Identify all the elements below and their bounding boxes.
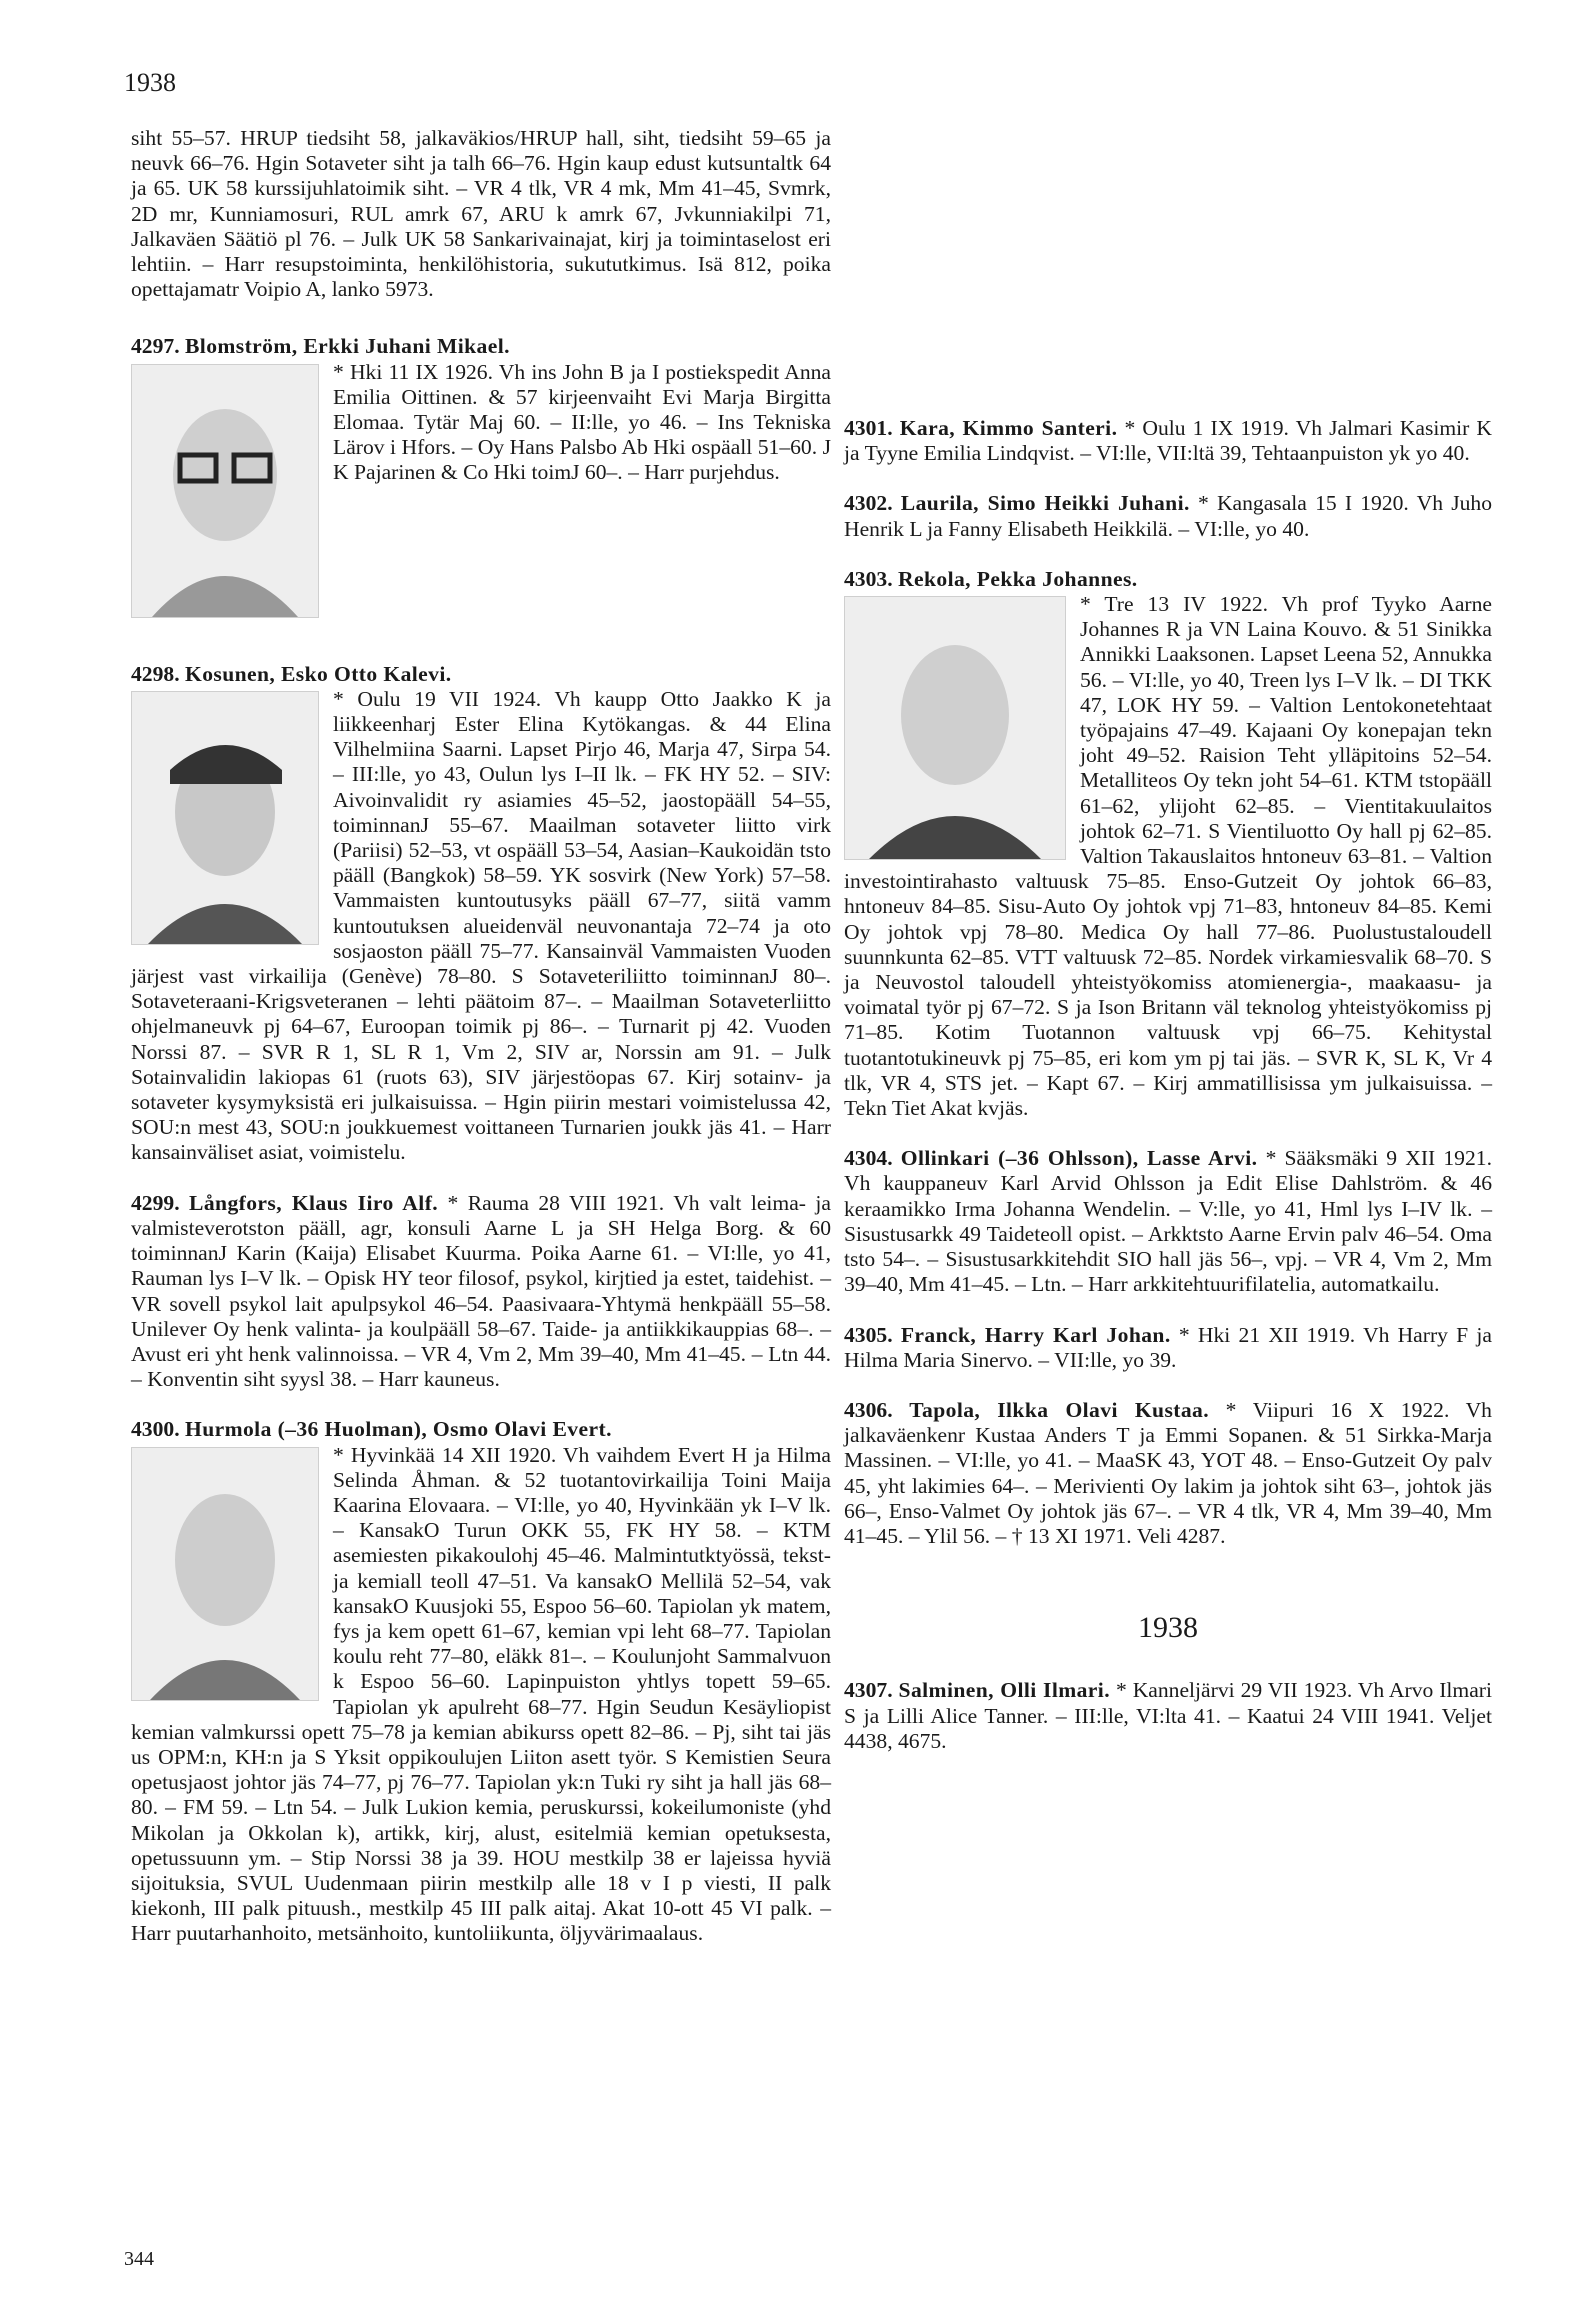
entry-number: 4297.: [131, 334, 180, 359]
portrait-photo: [131, 1447, 319, 1701]
page-number: 344: [124, 2248, 154, 2270]
entry-text: * Kangasala 15 I 1920. Vh Juho Henrik L ja Fanny Elisabeth Heikkilä. – VI:lle, yo 40.: [844, 491, 1492, 541]
portrait-photo: [844, 596, 1066, 860]
entry-number: 4304.: [844, 1146, 893, 1171]
entry-4298: [131, 662, 831, 1166]
entry-name: Ollinkari (–36 Ohlsson), Lasse Arvi.: [900, 1146, 1258, 1171]
portrait-photo: [131, 364, 319, 618]
entry-4304: [844, 1146, 1492, 1297]
entry-name: Laurila, Simo Heikki Juhani.: [900, 491, 1190, 516]
entry-text: * Rauma 28 VIII 1921. Vh valt leima- ja valmisteverotston pääll, agr, konsuli Aarne L ja SH Helga Borg. & 60 toiminnanJ Karin (Kaija) Elisabet Kuurma. Poika Aarne 61. – VI:lle, yo 41, Rauman lys I–V lk. – Opisk HY teor filosof, psykol, kirjtied ja estet, taidehist. – VR sovell psykol lait apulpsykol 46–54. Paasivaara-Yhtymä henkpääll 55–58. Unilever Oy henk valinta- ja koulpääll 58–67. Taide- ja antiikkikauppias 68–. – Avust eri yht henk valinnoissa. – VR 4, Vm 2, Mm 39–40, Mm 41–45. – Ltn 44. – Konventin siht syysl 38. – Harr kauneus.: [131, 1190, 831, 1392]
entry-number: 4305.: [844, 1322, 893, 1347]
entry-name: Kara, Kimmo Santeri.: [899, 416, 1118, 440]
entry-name: Hurmola (–36 Huolman), Osmo Olavi Evert.: [185, 1417, 612, 1442]
entry-4303: [844, 567, 1492, 1121]
entry-number: 4301.: [844, 416, 893, 440]
entry-name: Tapola, Ilkka Olavi Kustaa.: [909, 1397, 1210, 1422]
entry-text: * Kanneljärvi 29 VII 1923. Vh Arvo Ilmari S ja Lilli Alice Tanner. – III:lle, VI:lta 41. – Kaatui 24 VIII 1941. Veljet 4438, 4675.: [844, 1678, 1492, 1753]
portrait-photo: [131, 691, 319, 945]
right-column: [844, 126, 1492, 1779]
entry-4302: [844, 491, 1492, 541]
entry-number: 4300.: [131, 1417, 180, 1442]
entry-4307: [844, 1678, 1492, 1754]
entry-name: Blomström, Erkki Juhani Mikael.: [185, 334, 510, 359]
entry-4306: [844, 1398, 1492, 1549]
entry-name: Kosunen, Esko Otto Kalevi.: [185, 661, 452, 686]
section-year-heading: 1938: [1138, 1611, 1198, 1645]
entry-4299: [131, 1191, 831, 1393]
entry-number: 4298.: [131, 661, 180, 686]
entry-name: Salminen, Olli Ilmari.: [898, 1678, 1110, 1703]
entry-number: 4299.: [131, 1190, 180, 1215]
entry-number: 4307.: [844, 1678, 893, 1703]
continuation-text: siht 55–57. HRUP tiedsiht 58, jalkaväkios/HRUP hall, siht, tiedsiht 59–65 ja neuvk 66–76. Hgin Sotaveter siht ja talh 66–76. Hgin kaup edust kutsuntaltk 64 ja 65. UK 58 kurssijuhlatoimik siht. – VR 4 tlk, VR 4 mk, Mm 41–45, Svmrk, 2D mr, Kunniamosuri, RUL amrk 67, ARU k amrk 67, Jvkunniakilpi 71, Jalkaväen Säätiö pl 76. – Julk UK 58 Sankarivainajat, kirj ja toimintaselost eri lehtiin. – Harr resupstoiminta, henkilöhistoria, sukututkimus. Isä 812, poika opettajamatr Voipio A, lanko 5973.: [131, 126, 831, 302]
left-column: [131, 126, 831, 1952]
entry-text: * Oulu 1 IX 1919. Vh Jalmari Kasimir K ja Tyyne Emilia Lindqvist. – VI:lle, VII:ltä 39, Tehtaanpuiston yk yo 40.: [844, 416, 1493, 466]
entry-4300: [131, 1417, 831, 1946]
entry-4301: [844, 416, 1492, 466]
continuation-entry: [131, 126, 831, 302]
entry-text: * Hki 11 IX 1926. Vh ins John B ja I postiekspedit Anna Emilia Oittinen. & 57 kirjeenvaiht Evi Marja Birgitta Elomaa. Tytär Maj 60. – II:lle, yo 46. – Ins Tekniska Lärov i Hfors. – Oy Hans Palsbo Ab Hki ospäall 51–60. J K Pajarinen & Co Hki toimJ 60–. – Harr purjehdus.: [333, 359, 831, 485]
entry-number: 4306.: [844, 1397, 893, 1422]
entry-number: 4303.: [844, 566, 893, 591]
entry-name: Långfors, Klaus Iiro Alf.: [189, 1190, 439, 1215]
page-header-year: 1938: [124, 68, 176, 97]
entry-text: * Hki 21 XII 1919. Vh Harry F ja Hilma Maria Sinervo. – VII:lle, yo 39.: [844, 1322, 1493, 1372]
entry-text: * Sääksmäki 9 XII 1921. Vh kauppaneuv Karl Arvid Ohlsson ja Edit Elise Dahlström. & 46 keraamikko Irma Johanna Wendelin. – V:lle, yo 41, Hml lys I–IV lk. – Sisustusarkk 49 Taideteoll opist. – Arkktsto Aarne Ervin palv 46–54. Oma tsto 54–. – Sisustusarkkitehdit SIO hall jäs 56–, vpj. – VR 4, Vm 2, Mm 39–40, Mm 41–45. – Ltn. – Harr arkkitehtuurifilatelia, automatkailu.: [844, 1146, 1492, 1297]
entry-4305: [844, 1323, 1492, 1373]
entry-4297: [131, 334, 831, 621]
entry-text: * Hyvinkää 14 XII 1920. Vh vaihdem Evert H ja Hilma Selinda Åhman. & 52 tuotantovirkailija Toini Maija Kaarina Elovaara. – VI:lle, yo 40, Hyvinkään yk I–V lk. – KansakO Turun OKK 55, FK HY 58. – KTM asemiesten pikakoulohj 45–46. Malmintutktyössä, tekst- ja kemiall teoll 47–51. Va kansakO Mellilä 52–54, vak kansakO Kuusjoki 55, Espoo 56–60. Tapiolan yk matem, fys ja kem opett 61–67, kemian vpi leht 68–77. Tapiolan koulu reht 77–80, eläkk 81–. – Koulunjoht Sammalvuon k Espoo 56–60. Lapinpuiston yhtlys topett 59–65. Tapiolan yk apulreht 68–77. Hgin Seudun Kesäyliopist kemian valmkurssi opett 75–78 ja kemian abikurss opett 82–86. – Pj, siht tai jäs us OPM:n, KH:n ja S Yksit oppikoulujen Liiton asett työr. S Kemistien Seura opetusjaost johtor jäs 74–77, pj 76–77. Tapiolan yk:n Tuki ry siht ja hall jäs 68–80. – FM 59. – Ltn 54. – Julk Lukion kemia, peruskurssi, kokeilumoniste (yhd Mikolan ja Okkolan k), artikk, kirj, alust, esitelmiä kemian opetuksesta, opetussuunn ym. – Stip Norssi 38 ja 39. HOU mestkilp 38 er lajeissa hyviä sijoituksia, SVUL Uudenmaan piirin mestkilp alle 18 v I p viesti, II palk kiekonh, III palk pituush., mestkilp 45 III palk aitaj. Akat 10-ott 45 VI palk. – Harr puutarhanhoito, metsänhoito, kuntoliikunta, öljyvärimaalaus.: [131, 1442, 831, 1946]
entry-text: * Tre 13 IV 1922. Vh prof Tyyko Aarne Johannes R ja VN Laina Kouvo. & 51 Sinikka Annikki Laaksonen. Lapset Leena 52, Annukka 56. – VI:lle, yo 40, Treen lys I–V lk. – DI TKK 47, LOK HY 59. – Valtion Lentokonetehtaat työpajains 47–49. Kajaani Oy konepajan tekn joht 49–52. Raision Teht ylläpitoins 52–54. Metalliteos Oy tekn joht 54–61. KTM tstopääll 61–62, ylijoht 62–85. – Vientitakuulaitos johtok 62–71. S Vientiluotto Oy hall pj 62–85. Valtion Takauslaitos hntoneuv 63–81. – Valtion investointirahasto valtuusk 75–85. Enso-Gutzeit Oy johtok 66–83, hntoneuv 84–85. Sisu-Auto Oy johtok vpj 71–83, hntoneuv 84–85. Kemi Oy johtok vpj 78–80. Medica Oy hall 77–86. Puolustustaloudell suunnkunta 62–85. VTT valtuusk 72–85. Nordek virkamiesvalik 68–70. S ja Neuvostol taloudell yhteistyökomiss atomienergia-, maakaasu- ja voimatal työr pj 67–72. S ja Ison Britann väl teknolog yhteistyökomiss pj 71–85. Kotim Tuotannon valtuusk vpj 66–75. Kehitystal tuotantotukineuvk pj 75–85, eri kom ym pj tai jäs. – SVR K, SL K, Vr 4 tlk, VR 4, STS jet. – Kapt 67. – Kirj ammatillisissa ym julkaisuissa. – Tekn Tiet Akat kvjäs.: [844, 592, 1492, 1121]
entry-number: 4302.: [844, 491, 893, 516]
entry-name: Rekola, Pekka Johannes.: [898, 566, 1138, 591]
entry-text: * Viipuri 16 X 1922. Vh jalkaväenkenr Kustaa Anders T ja Emmi Sopanen. & 51 Sirkka-Marja Massinen. – VI:lle, yo 41. – MaaSK 43, YOT 48. – Enso-Gutzeit Oy palv 45, yht lakimies 64–. – Merivienti Oy lakim ja johtok siht 63–, johtok jäs 66–, Enso-Valmet Oy johtok jäs 67–. – VR 4 tlk, VR 4, Mm 39–40, Mm 41–45. – Ylil 56. – † 13 XI 1971. Veli 4287.: [844, 1397, 1492, 1548]
entry-text: * Oulu 19 VII 1924. Vh kaupp Otto Jaakko K ja liikkeenharj Ester Elina Kytökangas. & 44 Elina Vilhelmiina Saarni. Lapset Pirjo 46, Marja 47, Sirpa 54. – III:lle, yo 43, Oulun lys I–II lk. – FK HY 52. – SIV: Aivoinvalidit ry asiamies 45–52, jaostopääll 54–55, toiminnanJ 55–67. Maailman sotaveter liitto virk (Pariisi) 52–53, vt ospääll 53–54, Aasian–Kaukoidän tsto pääll (Bangkok) 58–59. YK sosvirk (New York) 57–58. Vammaisten kuntoutusyks pääll 67–77, siitä vamm kuntoutuksen alueidenväl neuvonantaja 72–74 ja oto sosjaoston pääll 75–77. Kansainväl Vammaisten Vuoden järjest vast virkailija (Genève) 78–80. S Sotaveteriliitto toiminnanJ 80–. Sotaveteraani-Krigsveteranen – lehti päätoim 87–. – Maailman Sotaveterliitto ohjelmaneuvk pj 64–67, Euroopan toimik pj 86–. – Turnarit pj 42. Vuoden Norssi 87. – SVR R 1, SL R 1, Vm 2, SIV ar, Norssin am 91. – Julk Sotainvalidin lakiopas 61 (ruots 63), SIV järjestöopas 67. Kirj sotainv- ja sotaveter kysymyksistä eri julkaisuissa. – Hgin piirin mestari voimistelussa 42, SOU:n mest 43, SOU:n joukkuemest voittaneen Turnarien joukk jäs 41. – Harr kansainväliset asiat, voimistelu.: [131, 686, 831, 1165]
entry-name: Franck, Harry Karl Johan.: [900, 1322, 1171, 1347]
